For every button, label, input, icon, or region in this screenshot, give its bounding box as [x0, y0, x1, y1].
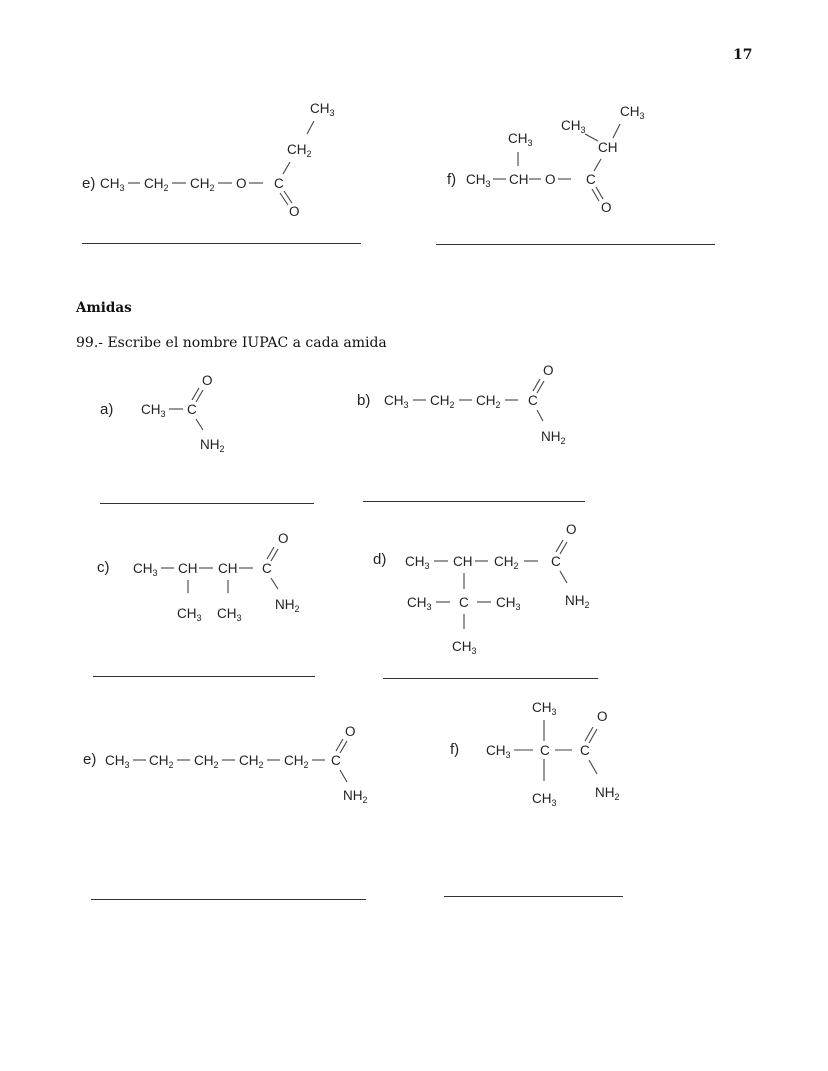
- atom-c: C: [459, 595, 469, 610]
- atom-o-carbonyl: O: [597, 709, 608, 724]
- amide-a-label: a): [100, 401, 114, 418]
- atom-ch3: $CH_3$: [217, 606, 242, 623]
- page-number: 17: [733, 47, 753, 63]
- atom-ch3: $CH_3$: [561, 118, 586, 135]
- amide-d-label: d): [373, 551, 387, 568]
- atom-ch: CH: [509, 172, 529, 187]
- atom-ch: CH: [598, 140, 618, 155]
- atom-ch3: $CH_3$: [133, 561, 158, 578]
- atom-ch3: $CH_3$: [466, 172, 491, 189]
- atom-ch2: $CH_2$: [149, 753, 174, 770]
- atom-c: C: [580, 743, 590, 758]
- ester-f-label: f): [447, 171, 457, 188]
- atom-o-carbonyl: O: [601, 200, 612, 215]
- atom-o-carbonyl: O: [566, 522, 577, 537]
- atom-c: C: [586, 172, 596, 187]
- atom-ch3: $CH_3$: [105, 753, 130, 770]
- atom-ch: CH: [218, 561, 238, 576]
- atom-ch3: $CH_3$: [177, 606, 202, 623]
- atom-ch3: $CH_3$: [100, 176, 125, 193]
- atom-o-carbonyl: O: [202, 373, 213, 388]
- atom-o: O: [545, 172, 556, 187]
- atom-ch2: $CH_2$: [430, 393, 455, 410]
- atom-nh2: $NH_2$: [275, 597, 300, 614]
- atom-ch2: $CH_2$: [144, 176, 169, 193]
- atom-o: O: [236, 176, 247, 191]
- atom-ch3: $CH_3$: [384, 393, 409, 410]
- atom-c: C: [551, 554, 561, 569]
- amide-c-label: c): [97, 559, 110, 576]
- atom-ch3: $CH_3$: [532, 791, 557, 808]
- atom-ch3: $CH_3$: [452, 639, 477, 656]
- atom-ch3: $CH_3$: [141, 402, 166, 419]
- atom-ch3: $CH_3$: [405, 554, 430, 571]
- atom-c: C: [262, 561, 272, 576]
- atom-nh2: $NH_2$: [200, 437, 225, 454]
- atom-ch2: $CH_2$: [494, 554, 519, 571]
- atom-nh2: $NH_2$: [343, 788, 368, 805]
- atom-c: C: [187, 402, 197, 417]
- amide-e-label: e): [83, 751, 97, 768]
- atom-ch2: $CH_2$: [287, 142, 312, 159]
- atom-c: C: [274, 176, 284, 191]
- atom-nh2: $NH_2$: [595, 785, 620, 802]
- atom-ch: CH: [178, 561, 198, 576]
- atom-o-carbonyl: O: [278, 531, 289, 546]
- atom-o-carbonyl: O: [345, 724, 356, 739]
- amide-f-answer-line[interactable]: [444, 896, 623, 897]
- atom-ch2: $CH_2$: [476, 393, 501, 410]
- atom-ch3: $CH_3$: [486, 743, 511, 760]
- atom-c: C: [528, 393, 538, 408]
- atom-ch3: $CH_3$: [532, 700, 557, 717]
- atom-ch3: $CH_3$: [620, 104, 645, 121]
- atom-o-carbonyl: O: [543, 363, 554, 378]
- atom-ch2: $CH_2$: [190, 176, 215, 193]
- ester-e-label: e): [82, 175, 96, 192]
- atom-nh2: $NH_2$: [565, 593, 590, 610]
- atom-nh2: $NH_2$: [541, 429, 566, 446]
- atom-o-carbonyl: O: [289, 204, 300, 219]
- question-text: 99.- Escribe el nombre IUPAC a cada amida: [76, 335, 387, 351]
- section-title: Amidas: [76, 300, 132, 316]
- atom-ch2: $CH_2$: [284, 753, 309, 770]
- atom-ch3: $CH_3$: [508, 131, 533, 148]
- atom-ch: CH: [453, 554, 473, 569]
- atom-c: C: [331, 753, 341, 768]
- atom-ch2: $CH_2$: [239, 753, 264, 770]
- atom-c: C: [540, 743, 550, 758]
- atom-ch3: $CH_3$: [407, 595, 432, 612]
- amide-f-label: f): [450, 741, 460, 758]
- amide-b-label: b): [357, 392, 371, 409]
- atom-ch2: $CH_2$: [194, 753, 219, 770]
- atom-ch3: $CH_3$: [496, 595, 521, 612]
- atom-ch3: $CH_3$: [310, 101, 335, 118]
